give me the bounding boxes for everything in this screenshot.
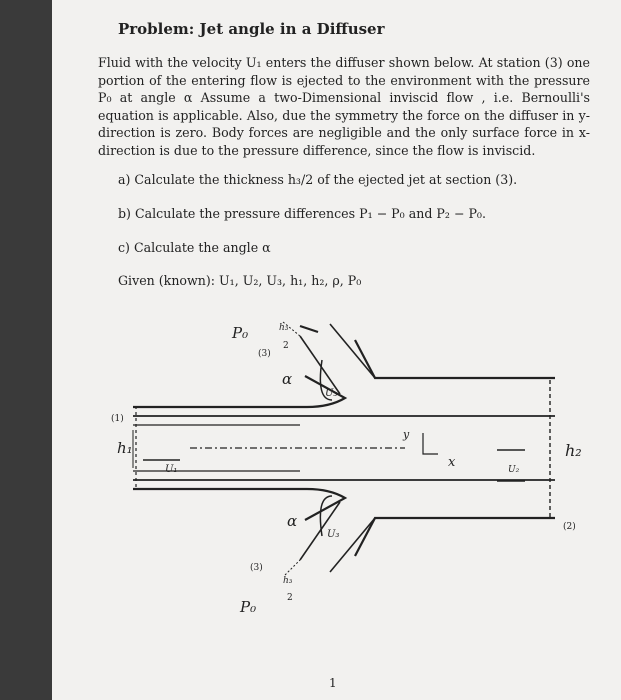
label-u1: U₁ xyxy=(165,464,178,475)
problem-title: Problem: Jet angle in a Diffuser xyxy=(118,20,385,38)
label-x-axis: x xyxy=(448,455,456,470)
label-u3-bottom: U₃ xyxy=(327,529,340,540)
label-h2: h₂ xyxy=(565,441,582,460)
problem-description: Fluid with the velocity U₁ enters the diffuser shown below. At station (3) one portion of the entering flow is ejected to the environment with the pressure P₀ at angle α Assume a two-Dimensional inviscid flow , i.e. Bernoulli's equation is applicable. Also, due the symmetry the force on the diffuser in y-direction is zero. Body forces are negligible and the only surface force in x-direction is due to the pressure difference, since the flow is inviscid. xyxy=(98,55,590,158)
label-alpha-bottom: α xyxy=(287,512,298,530)
label-h3-top-den: 2 xyxy=(283,341,289,351)
page-number: 1 xyxy=(329,676,337,690)
label-h1: h₁ xyxy=(117,439,133,457)
label-h3-bottom-den: 2 xyxy=(287,593,293,603)
question-b: b) Calculate the pressure differences P₁ − P₀ and P₂ − P₀. xyxy=(118,206,486,221)
label-h3-top: h₃ xyxy=(279,323,289,333)
label-p0-bottom: P₀ xyxy=(240,598,257,616)
label-station2: (2) xyxy=(563,522,576,532)
label-h3-bottom: h₃ xyxy=(283,576,293,586)
label-alpha-top: α xyxy=(282,370,293,388)
question-c: c) Calculate the angle α xyxy=(118,240,271,255)
label-station1: (1) xyxy=(111,414,124,424)
given-values: Given (known): U₁, U₂, U₃, h₁, h₂, ρ, P₀ xyxy=(118,273,362,288)
label-u3-top: U₃ xyxy=(325,388,338,399)
label-station3-bottom: (3) xyxy=(250,563,263,573)
label-p0-top: P₀ xyxy=(232,324,249,342)
label-u2: U₂ xyxy=(508,465,520,475)
question-a: a) Calculate the thickness h₃/2 of the ejected jet at section (3). xyxy=(118,172,518,187)
label-y-axis: y xyxy=(403,428,410,441)
label-station3-top: (3) xyxy=(258,349,271,359)
